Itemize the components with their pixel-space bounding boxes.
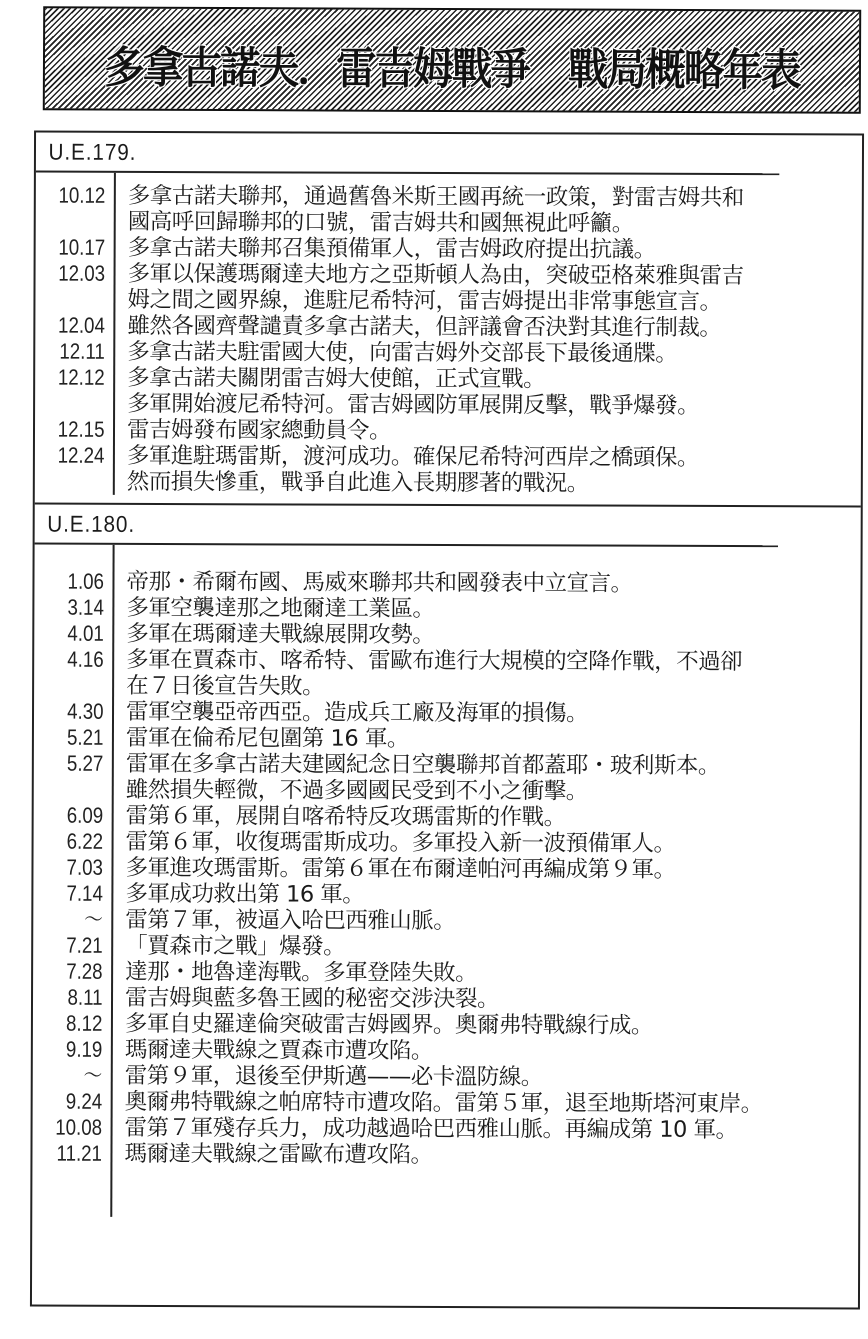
entry-text-line: 雷吉姆與藍多魯王國的秘密交涉決裂。 <box>124 984 500 1013</box>
entry-date: ～ <box>83 1062 103 1088</box>
entry-text-line: 多軍成功救出第 16 軍。 <box>125 880 365 908</box>
timeline-entry <box>128 235 862 264</box>
entry-date: 4.30 <box>67 698 104 724</box>
entry-date: 4.16 <box>67 646 104 672</box>
entry-text-line: 多軍進攻瑪雷斯。雷第６軍在布爾達帕河再編成第９軍。 <box>125 854 676 883</box>
entry-date: 10.17 <box>58 234 106 260</box>
timeline-entry <box>125 985 859 1014</box>
timeline-entry <box>125 959 859 988</box>
entry-text-line: 雷第６軍，收復瑪雷斯成功。多軍投入新一波預備軍人。 <box>125 828 676 857</box>
timeline-entry <box>127 365 861 420</box>
year-header: U.E.179. <box>36 133 780 176</box>
entry-date: 5.27 <box>66 750 104 776</box>
timeline-entry <box>126 803 860 832</box>
timeline-entry <box>126 569 860 598</box>
entry-date: 9.24 <box>65 1088 103 1114</box>
entry-text-line: 多軍開始渡尼希特河。雷吉姆國防軍展開反擊，戰爭爆發。 <box>127 390 700 419</box>
event-column <box>115 173 862 498</box>
entry-date: 8.12 <box>65 1010 103 1036</box>
entry-date: 3.14 <box>67 594 104 620</box>
entry-text-line: 奧爾弗特戰線之帕席特市遭攻陷。雷第５軍，退至地斯塔河東岸。 <box>124 1088 763 1118</box>
date-column <box>32 545 114 1217</box>
timeline-entry <box>125 1037 859 1066</box>
entry-text-line: 多拿古諾夫關閉雷吉姆大使館，正式宣戰。 <box>127 364 546 393</box>
entry-date: 7.21 <box>66 932 103 958</box>
entry-text-line: 雷軍在多拿古諾夫建國紀念日空襲聯邦首都蓋耶・玻利斯本。 <box>125 750 720 779</box>
entry-text-line: 然而損失慘重，戰爭自此進入長期膠著的戰況。 <box>126 468 589 497</box>
entry-text-line: 多軍在瑪爾達夫戰線展開攻勢。 <box>126 620 435 648</box>
date-spacer <box>47 209 113 235</box>
entry-text-line: 雖然各國齊聲譴責多拿古諾夫，但評議會否決對其進行制裁。 <box>127 312 722 341</box>
entry-text-line: 瑪爾達夫戰線之賈森市遭攻陷。 <box>124 1036 433 1064</box>
timeline-entry <box>128 183 862 238</box>
entry-text-line: 多拿古諾夫駐雷國大使，向雷吉姆外交部長下最後通牒。 <box>127 338 678 367</box>
entry-text-line: 雷軍空襲亞帝西亞。造成兵工廠及海軍的損傷。 <box>125 698 589 727</box>
entry-date: 12.11 <box>59 338 105 364</box>
entry-date: ～ <box>84 906 103 932</box>
year-block <box>35 173 862 508</box>
entry-text-line: 「賈森市之戰」爆發。 <box>125 932 346 960</box>
timeline-entry <box>125 1011 859 1040</box>
timeline-entry <box>125 1063 859 1092</box>
date-column <box>35 173 116 495</box>
entry-text-line: 多軍自史羅達倫突破雷吉姆國界。奧爾弗特戰線行成。 <box>124 1010 653 1039</box>
entry-date: 12.03 <box>58 260 106 286</box>
timeline-entry <box>126 751 860 806</box>
timeline-entry <box>126 829 860 858</box>
date-spacer <box>45 777 111 803</box>
timeline-entry <box>127 417 861 446</box>
entry-text-line: 國高呼回歸聯邦的口號，雷吉姆共和國無視此呼籲。 <box>127 208 634 237</box>
timeline-entry <box>126 699 860 728</box>
year-header: U.E.180. <box>35 505 779 548</box>
timeline-entry <box>126 725 860 754</box>
entry-date: 4.01 <box>67 620 104 646</box>
entry-text-line: 雷第９軍，退後至伊斯邁——必卡溫防線。 <box>124 1062 543 1091</box>
entry-date: 1.06 <box>67 568 105 594</box>
entry-text-line: 姆之間之國界線，進駐尼希特河，雷吉姆提出非常事態宣言。 <box>127 286 722 315</box>
entry-text-line: 多軍以保護瑪爾達夫地方之亞斯頓人為由，突破亞格萊雅與雷吉 <box>127 260 744 290</box>
entry-date: 12.04 <box>58 312 105 338</box>
entry-date: 10.08 <box>55 1114 103 1140</box>
entry-text-line: 在７日後宣告失敗。 <box>126 672 325 700</box>
timeline-table <box>30 131 864 1310</box>
entry-text-line: 瑪爾達夫戰線之雷歐布遭攻陷。 <box>124 1140 433 1168</box>
timeline-entry <box>127 443 861 498</box>
year-block <box>32 545 860 1220</box>
entry-date: 6.22 <box>66 828 104 854</box>
timeline-entry <box>125 855 859 884</box>
date-spacer <box>47 287 113 313</box>
timeline-sections <box>32 133 862 1220</box>
entry-text-line: 雷第７軍殘存兵力，成功越過哈巴西雅山脈。再編成第 10 軍。 <box>124 1114 738 1144</box>
entry-date: 11.21 <box>56 1140 103 1166</box>
timeline-entry <box>125 907 859 936</box>
title-banner <box>43 6 861 114</box>
date-spacer <box>46 673 112 699</box>
document-title: 多拿古諾夫．雷吉姆戰爭 戰局概略年表 <box>104 42 800 97</box>
entry-date: 8.11 <box>67 984 103 1010</box>
timeline-entry <box>127 261 861 316</box>
entry-text-line: 多軍在賈森市、喀希特、雷歐布進行大規模的空降作戰，不過卻 <box>126 646 743 676</box>
timeline-entry <box>127 313 861 342</box>
timeline-entry <box>125 1089 859 1118</box>
entry-date: 12.15 <box>57 416 105 442</box>
entry-date: 10.12 <box>58 182 106 208</box>
entry-date: 9.19 <box>65 1036 103 1062</box>
timeline-entry <box>126 647 860 702</box>
timeline-entry <box>127 339 861 368</box>
timeline-entry <box>125 1115 859 1144</box>
entry-text-line: 多軍空襲達那之地爾達工業區。 <box>126 594 435 622</box>
entry-text-line: 多軍進駐瑪雷斯，渡河成功。確保尼希特河西岸之橋頭保。 <box>126 442 699 471</box>
entry-text-line: 雖然損失輕微，不過多國國民受到不小之衝擊。 <box>125 776 588 805</box>
date-spacer <box>47 391 113 417</box>
entry-date: 12.24 <box>57 442 105 468</box>
entry-date: 12.12 <box>57 364 105 390</box>
entry-text-line: 雷第６軍，展開自喀希特反攻瑪雷斯的作戰。 <box>125 802 566 831</box>
date-spacer <box>46 469 112 495</box>
entry-date: 7.03 <box>66 854 104 880</box>
entry-date: 7.14 <box>66 880 103 906</box>
timeline-entry <box>125 881 859 910</box>
event-column <box>112 545 860 1220</box>
entry-text-line: 達那・地魯達海戰。多軍登陸失敗。 <box>125 958 478 987</box>
entry-date: 7.28 <box>66 958 103 984</box>
entry-text-line: 雷軍在倫希尼包圍第 16 軍。 <box>125 724 409 752</box>
entry-text-line: 多拿古諾夫聯邦召集預備軍人，雷吉姆政府提出抗議。 <box>127 234 656 263</box>
entry-date: 6.09 <box>66 802 104 828</box>
entry-date: 5.21 <box>66 724 104 750</box>
timeline-entry <box>124 1141 858 1170</box>
entry-text-line: 雷吉姆發布國家總動員令。 <box>126 416 392 444</box>
timeline-entry <box>126 621 860 650</box>
timeline-entry <box>125 933 859 962</box>
entry-text-line: 雷第７軍，被逼入哈巴西雅山脈。 <box>125 906 456 935</box>
timeline-entry <box>126 595 860 624</box>
entry-text-line: 多拿古諾夫聯邦，通過舊魯米斯王國再統一政策，對雷吉姆共和 <box>127 182 744 212</box>
entry-text-line: 帝那・希爾布國、馬威來聯邦共和國發表中立宣言。 <box>126 568 633 597</box>
